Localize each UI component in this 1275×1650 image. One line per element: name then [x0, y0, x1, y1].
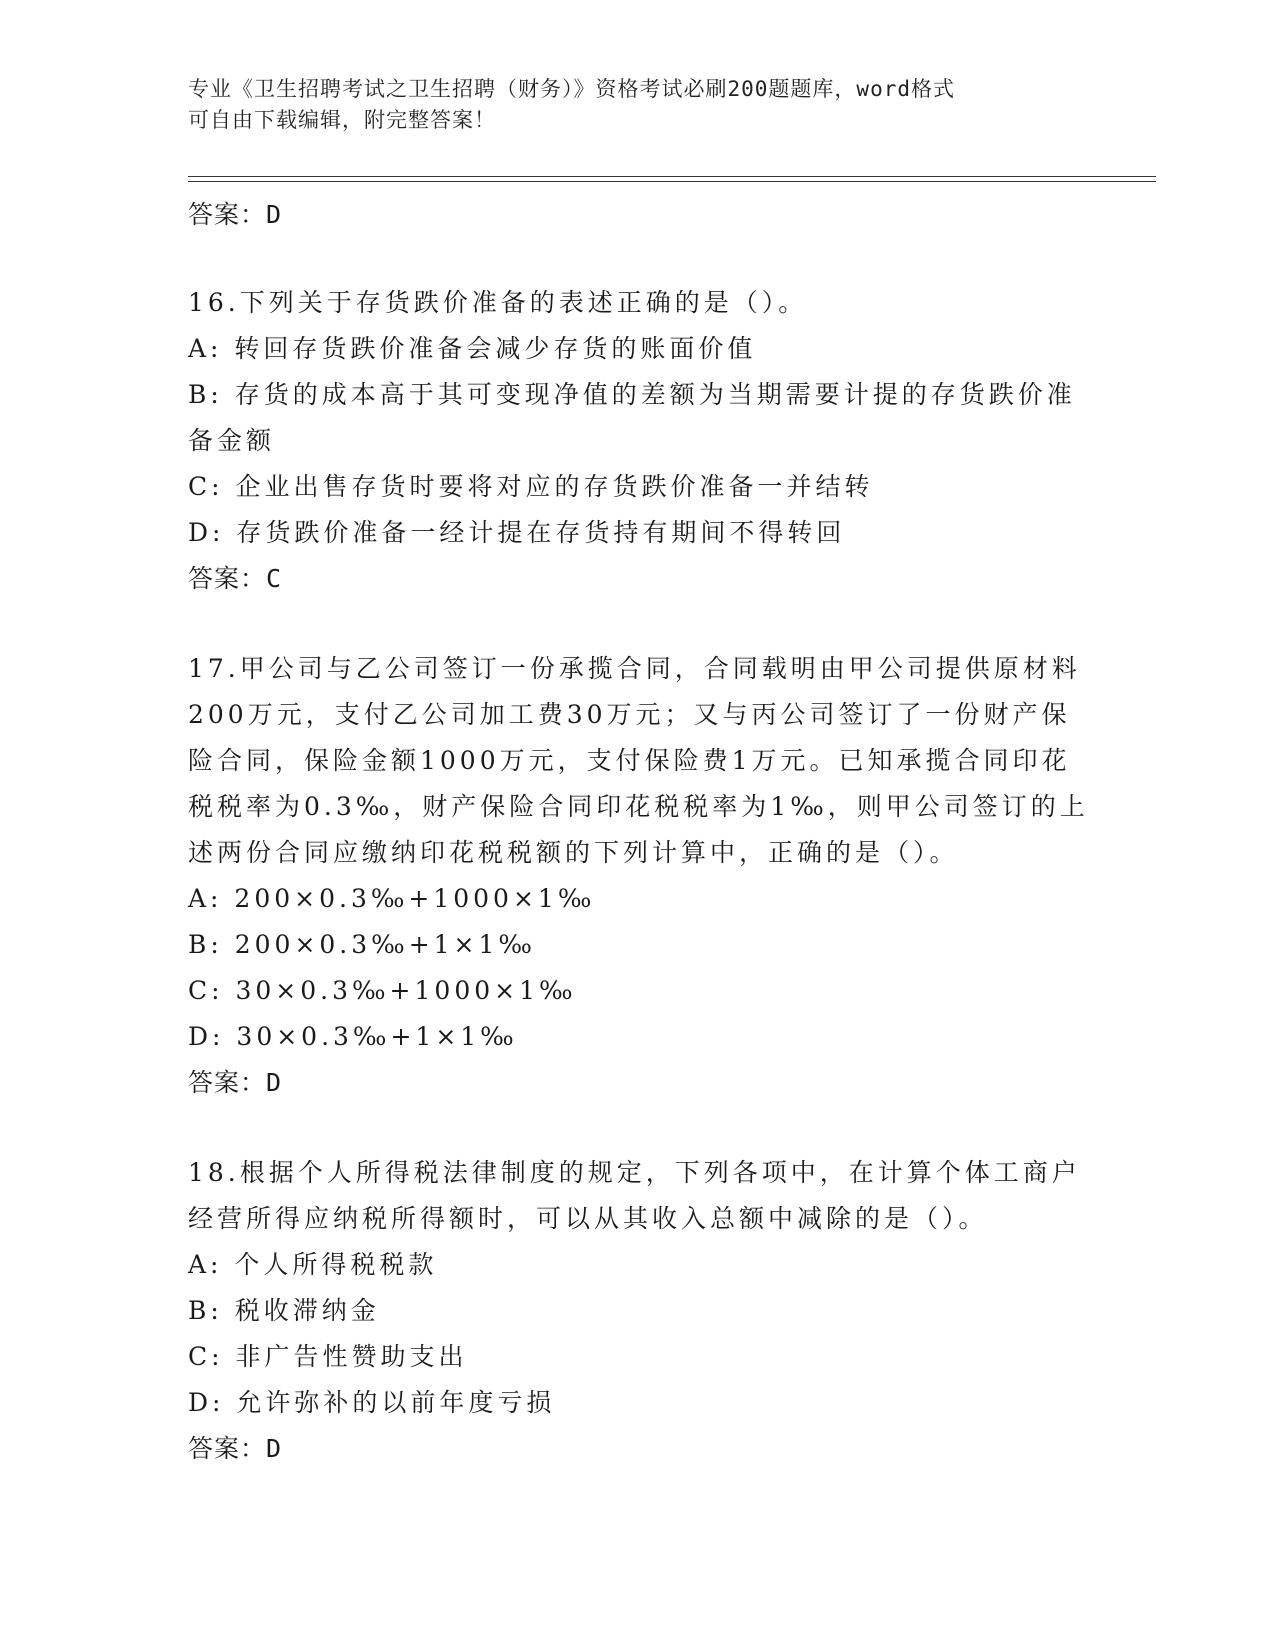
header-divider-top — [188, 176, 1156, 177]
question-block — [188, 646, 1089, 1150]
question-stem-line: 200万元，支付乙公司加工费30万元；又与丙公司签订了一份财产保 — [188, 700, 1071, 729]
option-line: C: 30×0.3‰+1000×1‰ — [188, 976, 577, 1005]
answer-line: 答案：D — [188, 1434, 283, 1463]
header-divider-bottom — [188, 181, 1156, 182]
option-line: C: 非广告性赞助支出 — [188, 1342, 468, 1371]
option-line: D: 30×0.3‰+1×1‰ — [188, 1022, 518, 1051]
question-stem-line: 述两份合同应缴纳印花税税额的下列计算中，正确的是（）。 — [188, 838, 959, 867]
answer-line: 答案：C — [188, 564, 283, 593]
answer-line: 答案：D — [188, 1068, 283, 1097]
question-block — [188, 280, 1076, 646]
question-list — [188, 280, 1089, 1472]
question-stem-line: 经营所得应纳税所得额时，可以从其收入总额中减除的是（）。 — [188, 1204, 988, 1233]
option-line: A: 200×0.3‰+1000×1‰ — [188, 884, 596, 913]
question-stem-line: 险合同，保险金额1000万元，支付保险费1万元。已知承揽合同印花 — [188, 746, 1071, 775]
question-block — [188, 1150, 1081, 1472]
header-line-2: 可自由下载编辑，附完整答案！ — [188, 108, 496, 132]
option-line: A: 转回存货跌价准备会减少存货的账面价值 — [188, 334, 757, 363]
option-line: A: 个人所得税税款 — [188, 1250, 438, 1279]
header-line-1: 专业《卫生招聘考试之卫生招聘（财务）》资格考试必刷200题题库，word格式 — [188, 77, 955, 101]
document-body — [188, 192, 1089, 1472]
question-stem-line: 17.甲公司与乙公司签订一份承揽合同，合同载明由甲公司提供原材料 — [188, 654, 1081, 683]
option-line: D: 存货跌价准备一经计提在存货持有期间不得转回 — [188, 518, 846, 547]
option-line: B: 200×0.3‰+1×1‰ — [188, 930, 536, 959]
option-line: D: 允许弥补的以前年度亏损 — [188, 1388, 556, 1417]
question-stem-line: 税税率为0.3‰，财产保险合同印花税税率为1‰，则甲公司签订的上 — [188, 792, 1089, 821]
option-line: 备金额 — [188, 426, 276, 455]
previous-answer: 答案：D — [188, 200, 283, 229]
option-line: C: 企业出售存货时要将对应的存货跌价准备一并结转 — [188, 472, 874, 501]
question-stem-line: 16.下列关于存货跌价准备的表述正确的是（）。 — [188, 288, 808, 317]
document-header — [188, 74, 1048, 136]
question-stem-line: 18.根据个人所得税法律制度的规定，下列各项中，在计算个体工商户 — [188, 1158, 1081, 1187]
option-line: B: 税收滞纳金 — [188, 1296, 380, 1325]
option-line: B: 存货的成本高于其可变现净值的差额为当期需要计提的存货跌价准 — [188, 380, 1076, 409]
